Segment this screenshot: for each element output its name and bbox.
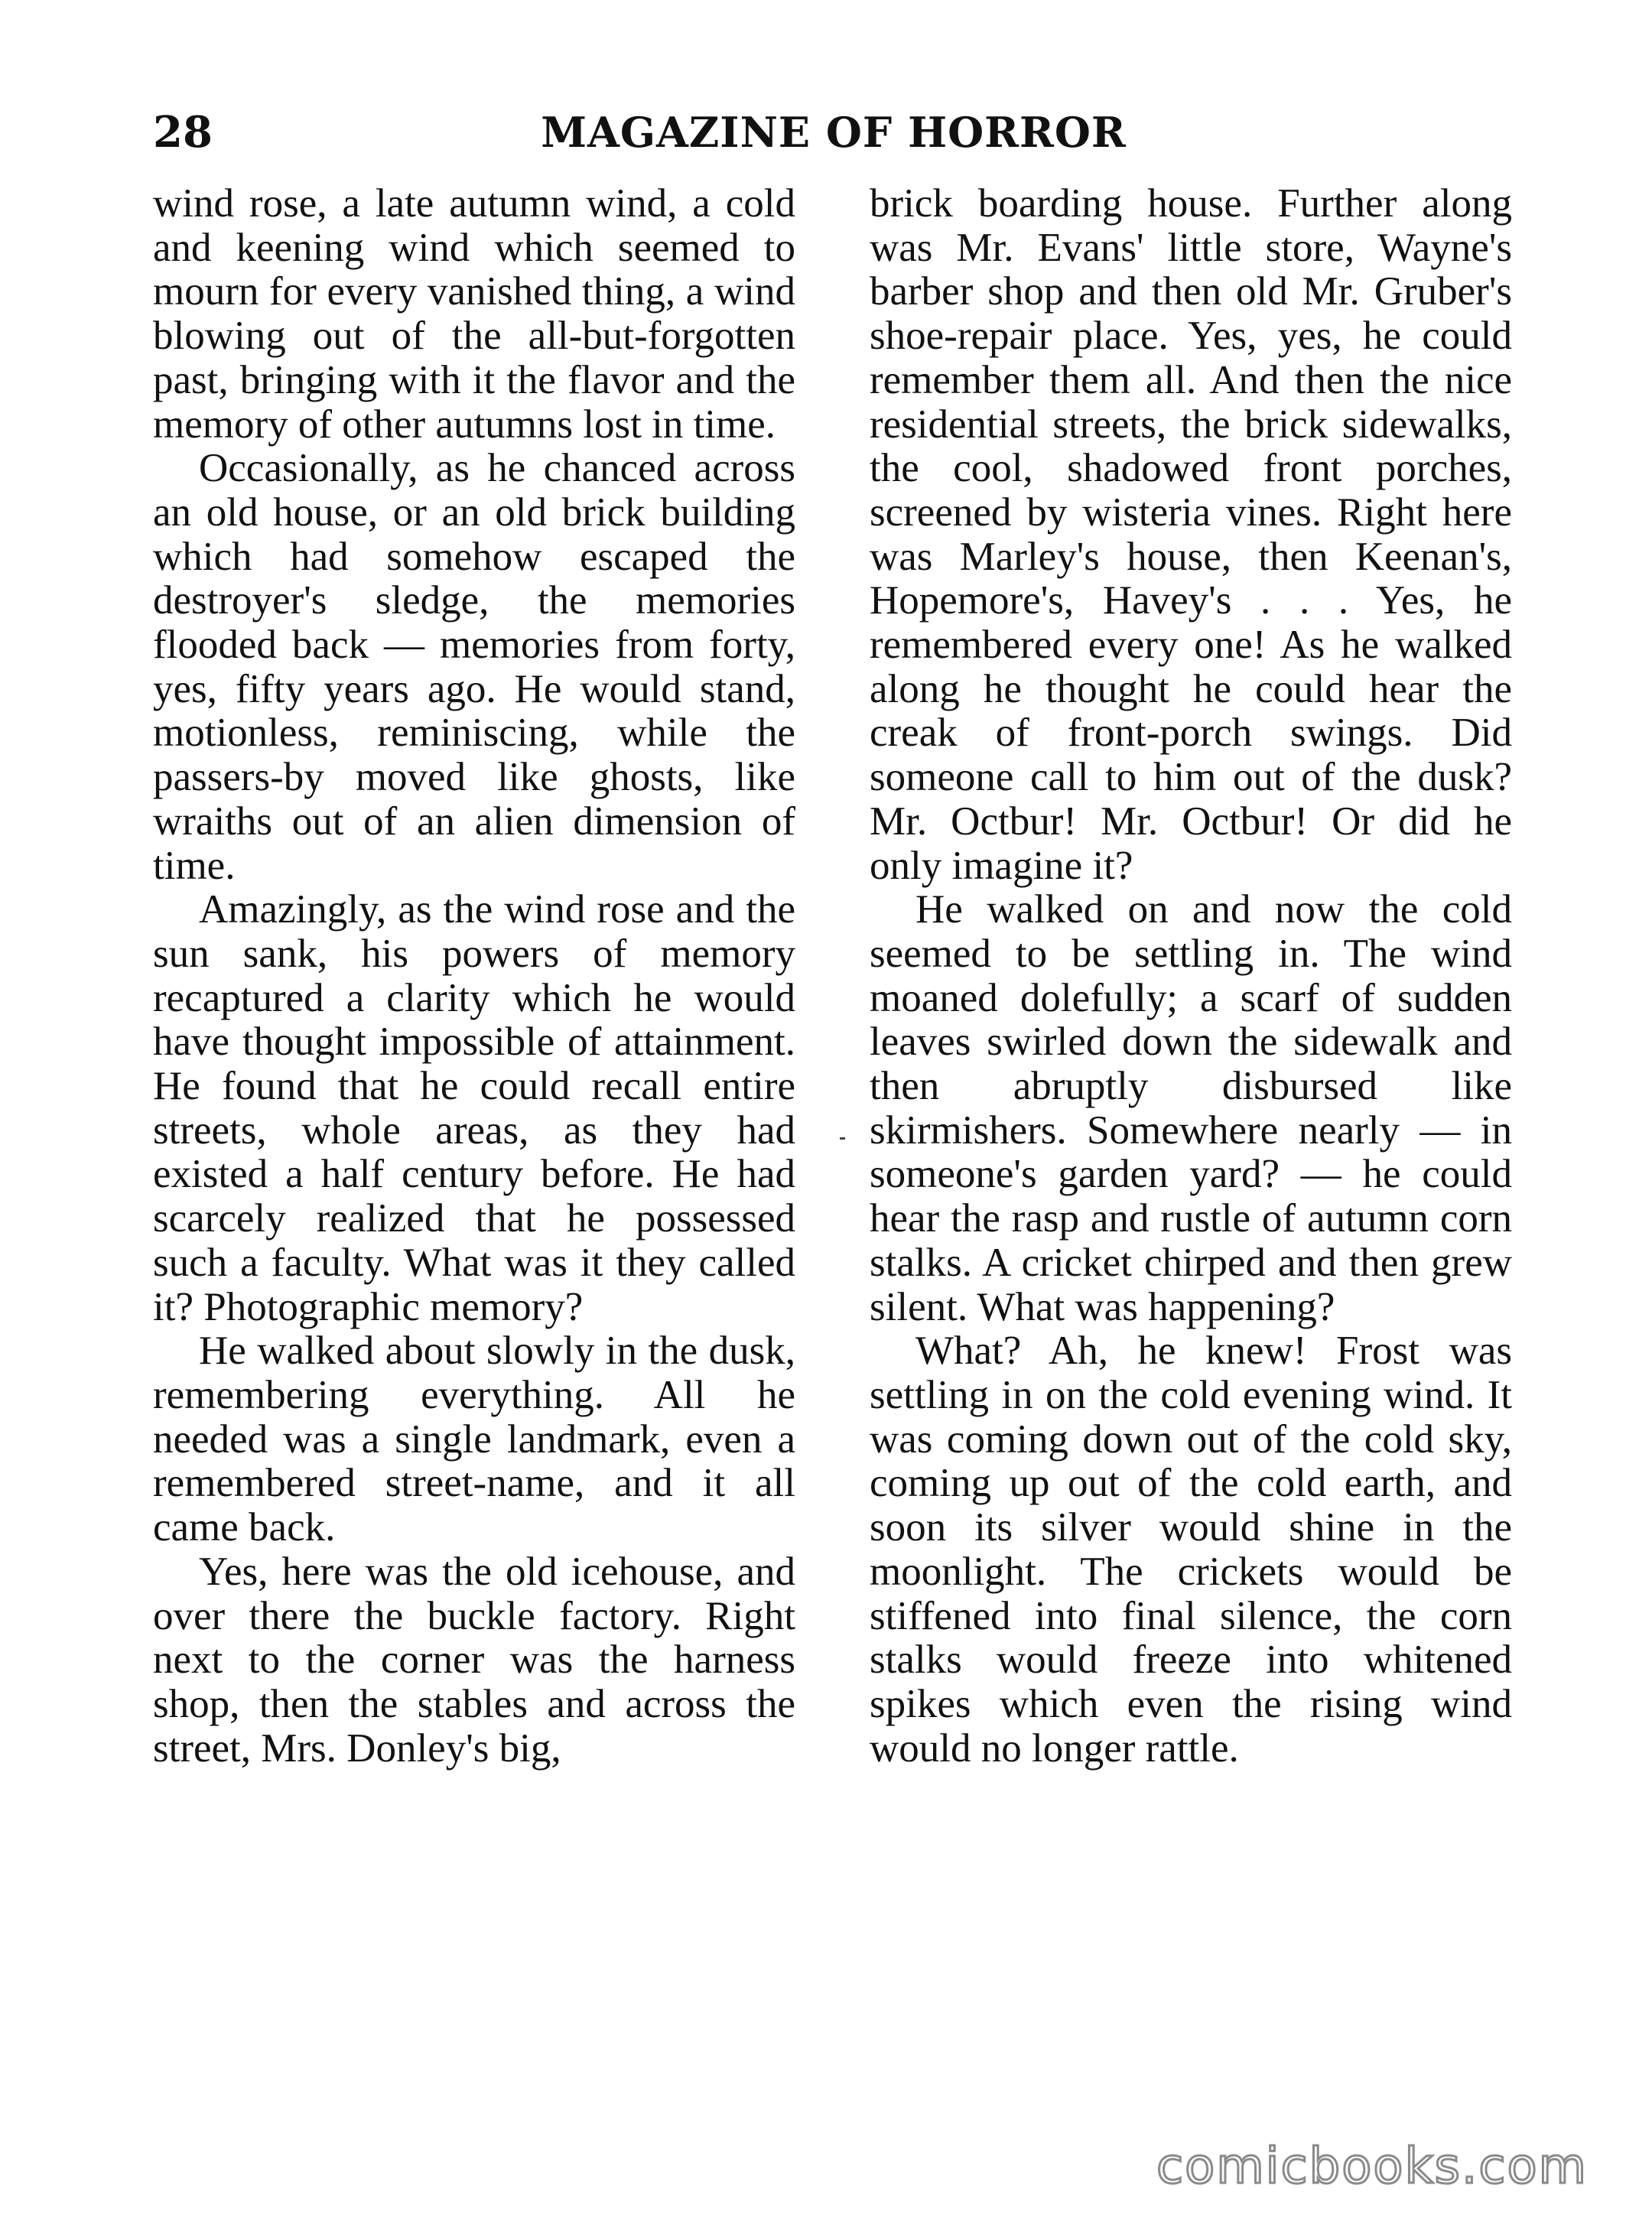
page-header [153, 98, 1514, 167]
left-column [153, 182, 795, 1771]
paragraph: brick boarding house. Further along was Mr. Evans' little store, Wayne's barber shop and then old Mr. Gruber's shoe-repair place. Yes, yes, he could remember them all. And then the nice residential streets, the brick sidewalks, the cool, shadowed front porches, screened by wisteria vines. Right here was Marley's house, then Keenan's, Hopemore's, Havey's . . . Yes, he remembered every one! As he walked along he thought he could hear the creak of front-porch swings. Did someone call to him out of the dusk? Mr. Octbur! Mr. Octbur! Or did he only imagine it? [870, 181, 1512, 888]
paragraph: Amazingly, as the wind rose and the sun sank, his powers of memory recaptured a clarity which he would have thought impossible of attainment. He found that he could recall entire streets, whole areas, as they had existed a half century before. He had scarcely realized that he possessed such a faculty. What was it they called it? Photographic memory? [153, 887, 795, 1329]
watermark: comicbooks.com [1156, 2138, 1588, 2195]
paragraph: Yes, here was the old icehouse, and over there the buckle factory. Right next to the corner was the harness shop, then the stables and across the street, Mrs. Donley's big, [153, 1549, 795, 1771]
page-number: 28 [153, 107, 213, 158]
paragraph: He walked on and now the cold seemed to be settling in. The wind moaned dolefully; a scarf of sudden leaves swirled down the sidewalk and then abruptly disbursed like skirmishers. Somewhere nearly — in someone's garden yard? — he could hear the rasp and rustle of autumn corn stalks. A cricket chirped and then grew silent. What was happening? [870, 887, 1512, 1329]
running-title: MAGAZINE OF HORROR [541, 108, 1127, 157]
paragraph: He walked about slowly in the dusk, remembering everything. All he needed was a single landmark, even a remembered street-name, and it all came back. [153, 1329, 795, 1550]
print-speck [840, 1137, 845, 1140]
right-column [870, 182, 1512, 1771]
paragraph: wind rose, a late autumn wind, a cold and keening wind which seemed to mourn for every vanished thing, a wind blowing out of the all-but-forgotten past, bringing with it the flavor and the memory of other autumns lost in time. [153, 181, 795, 447]
paragraph: What? Ah, he knew! Frost was settling in on the cold evening wind. It was coming down out of the cold sky, coming up out of the cold earth, and soon its silver would shine in the moonlight. The crickets would be stiffened into final silence, the corn stalks would freeze into whitened spikes which even the rising wind would no longer rattle. [870, 1329, 1512, 1771]
paragraph: Occasionally, as he chanced across an old house, or an old brick building which had somehow escaped the destroyer's sledge, the memories flooded back — memories from forty, yes, fifty years ago. He would stand, motionless, reminiscing, while the passers-by moved like ghosts, like wraiths out of an alien dimension of time. [153, 446, 795, 888]
